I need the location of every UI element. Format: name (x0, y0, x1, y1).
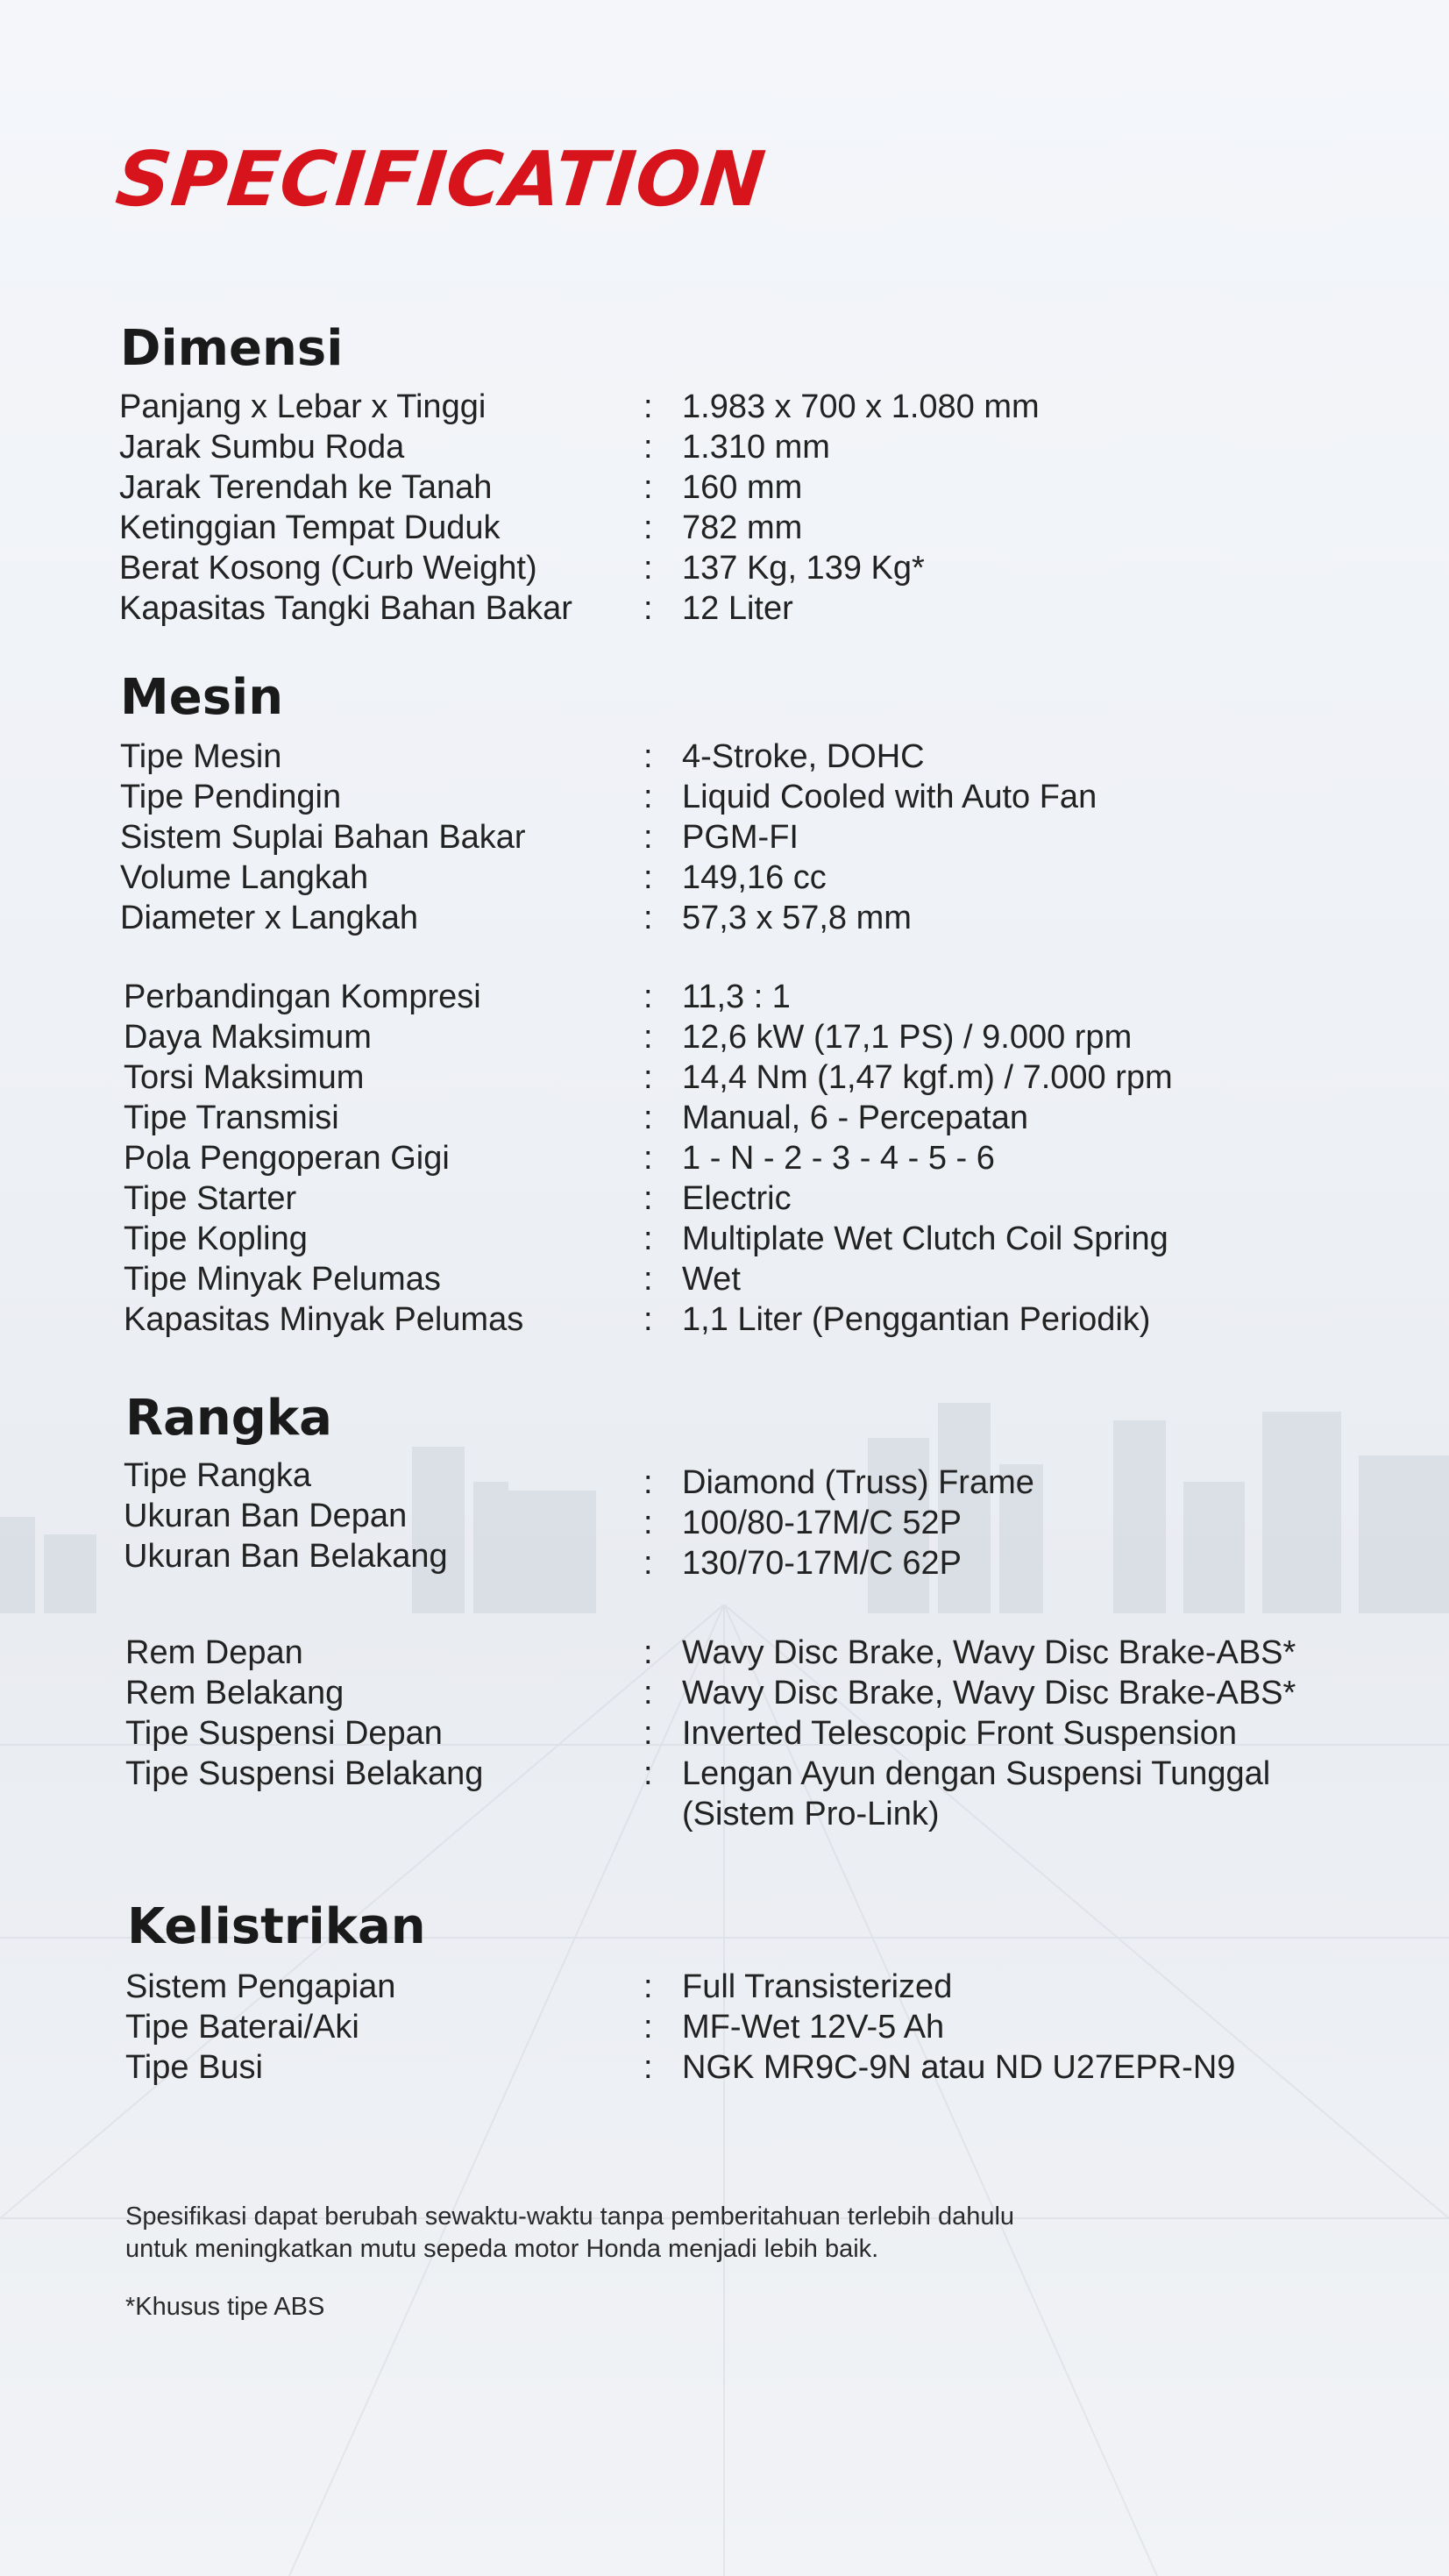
section-heading-kelistrikan: Kelistrikan (127, 1898, 426, 1955)
spec-separator: : (643, 388, 653, 425)
spec-row (0, 817, 1449, 857)
spec-separator: : (643, 509, 653, 546)
spec-value: 12 Liter (682, 590, 793, 627)
spec-separator: : (643, 1755, 653, 1792)
spec-row (0, 1299, 1449, 1340)
spec-separator: : (643, 1019, 653, 1056)
spec-row (0, 2007, 1449, 2047)
spec-value: Electric (682, 1180, 792, 1217)
spec-separator: : (643, 1059, 653, 1096)
spec-row (0, 777, 1449, 817)
spec-row (0, 1633, 1449, 1673)
spec-value: Multiplate Wet Clutch Coil Spring (682, 1220, 1168, 1257)
spec-value: 137 Kg, 139 Kg* (682, 550, 925, 587)
spec-separator: : (643, 779, 653, 815)
spec-separator: : (643, 978, 653, 1015)
spec-value: Full Transisterized (682, 1968, 953, 2005)
spec-separator: : (643, 1505, 653, 1541)
spec-row (0, 427, 1449, 467)
spec-row (0, 1967, 1449, 2007)
spec-separator: : (643, 1180, 653, 1217)
spec-row (0, 737, 1449, 777)
spec-row (0, 1017, 1449, 1057)
spec-row (0, 1057, 1449, 1098)
spec-label: Tipe Transmisi (124, 1099, 339, 1136)
spec-row (0, 1673, 1449, 1713)
spec-label: Panjang x Lebar x Tinggi (119, 388, 487, 425)
spec-value: 14,4 Nm (1,47 kgf.m) / 7.000 rpm (682, 1059, 1173, 1096)
spec-label: Jarak Terendah ke Tanah (119, 469, 493, 506)
spec-label: Diameter x Langkah (120, 900, 419, 936)
spec-label: Volume Langkah (120, 859, 369, 896)
spec-value: Diamond (Truss) Frame (682, 1464, 1034, 1501)
spec-row (0, 387, 1449, 427)
spec-row (0, 508, 1449, 548)
spec-value: PGM-FI (682, 819, 799, 856)
spec-row (0, 1536, 1449, 1582)
spec-separator: : (643, 429, 653, 466)
spec-value: 1.983 x 700 x 1.080 mm (682, 388, 1040, 425)
spec-row (0, 588, 1449, 629)
spec-value: Lengan Ayun dengan Suspensi Tunggal (682, 1755, 1271, 1792)
page-title: SPECIFICATION (111, 136, 771, 224)
spec-separator: : (643, 590, 653, 627)
disclaimer-line-1: Spesifikasi dapat berubah sewaktu-waktu tanpa pemberitahuan terlebih dahulu (125, 2202, 1015, 2231)
spec-separator: : (643, 819, 653, 856)
spec-row (0, 898, 1449, 938)
spec-label: Ketinggian Tempat Duduk (119, 509, 501, 546)
spec-separator: : (643, 738, 653, 775)
section-heading-rangka: Rangka (125, 1390, 332, 1447)
section-heading-mesin: Mesin (120, 669, 284, 726)
spec-separator: : (643, 900, 653, 936)
spec-label: Perbandingan Kompresi (124, 978, 481, 1015)
spec-value: 149,16 cc (682, 859, 827, 896)
spec-value: 1.310 mm (682, 429, 830, 466)
spec-value: 130/70-17M/C 62P (682, 1545, 962, 1582)
spec-label: Daya Maksimum (124, 1019, 372, 1056)
spec-label: Tipe Mesin (120, 738, 282, 775)
spec-row (0, 2047, 1449, 2088)
spec-value: 160 mm (682, 469, 803, 506)
spec-value: 11,3 : 1 (682, 978, 791, 1015)
spec-row (0, 1138, 1449, 1178)
spec-label: Tipe Minyak Pelumas (124, 1261, 441, 1298)
disclaimer-line-2: untuk meningkatkan mutu sepeda motor Honda menjadi lebih baik. (125, 2235, 879, 2263)
spec-row (0, 857, 1449, 898)
spec-label: Tipe Busi (125, 2049, 263, 2086)
spec-separator: : (643, 1545, 653, 1582)
spec-separator: : (643, 550, 653, 587)
spec-value: Inverted Telescopic Front Suspension (682, 1715, 1237, 1752)
spec-separator: : (643, 1261, 653, 1298)
spec-row (0, 1496, 1449, 1541)
spec-separator: : (643, 2009, 653, 2046)
spec-row (0, 467, 1449, 508)
spec-value: Wavy Disc Brake, Wavy Disc Brake-ABS* (682, 1675, 1296, 1711)
spec-separator: : (643, 1715, 653, 1752)
spec-label: Rem Belakang (125, 1675, 344, 1711)
spec-label: Sistem Suplai Bahan Bakar (120, 819, 526, 856)
spec-label: Pola Pengoperan Gigi (124, 1140, 450, 1177)
spec-value: 57,3 x 57,8 mm (682, 900, 912, 936)
spec-separator: : (643, 1220, 653, 1257)
spec-row (0, 1455, 1449, 1501)
spec-value-continuation: (Sistem Pro-Link) (682, 1796, 940, 1832)
spec-row (0, 1713, 1449, 1754)
spec-label: Torsi Maksimum (124, 1059, 365, 1096)
spec-separator: : (643, 1634, 653, 1671)
spec-value: NGK MR9C-9N atau ND U27EPR-N9 (682, 2049, 1236, 2086)
spec-label: Tipe Baterai/Aki (125, 2009, 359, 2046)
spec-separator: : (643, 1464, 653, 1501)
spec-value: Liquid Cooled with Auto Fan (682, 779, 1097, 815)
spec-separator: : (643, 2049, 653, 2086)
spec-label: Rem Depan (125, 1634, 303, 1671)
spec-row (0, 1259, 1449, 1299)
spec-label: Ukuran Ban Depan (124, 1498, 408, 1534)
section-heading-dimensi: Dimensi (120, 320, 344, 377)
spec-separator: : (643, 469, 653, 506)
spec-label: Tipe Rangka (124, 1457, 312, 1494)
abs-footnote: *Khusus tipe ABS (125, 2293, 325, 2321)
spec-label: Tipe Suspensi Belakang (125, 1755, 484, 1792)
spec-separator: : (643, 1099, 653, 1136)
spec-value: Wet (682, 1261, 741, 1298)
spec-value: 782 mm (682, 509, 803, 546)
spec-label: Tipe Kopling (124, 1220, 308, 1257)
spec-row (0, 1098, 1449, 1138)
spec-label: Ukuran Ban Belakang (124, 1538, 448, 1575)
spec-label: Tipe Suspensi Depan (125, 1715, 443, 1752)
spec-label: Kapasitas Minyak Pelumas (124, 1301, 524, 1338)
spec-label: Sistem Pengapian (125, 1968, 396, 2005)
spec-label: Tipe Starter (124, 1180, 297, 1217)
spec-row (0, 1178, 1449, 1219)
spec-row (0, 548, 1449, 588)
spec-row (0, 1219, 1449, 1259)
spec-row (0, 1754, 1449, 1834)
spec-label: Berat Kosong (Curb Weight) (119, 550, 537, 587)
spec-value: 100/80-17M/C 52P (682, 1505, 962, 1541)
spec-separator: : (643, 1140, 653, 1177)
spec-value: MF-Wet 12V-5 Ah (682, 2009, 945, 2046)
spec-label: Tipe Pendingin (120, 779, 342, 815)
spec-value: 12,6 kW (17,1 PS) / 9.000 rpm (682, 1019, 1133, 1056)
spec-label: Kapasitas Tangki Bahan Bakar (119, 590, 572, 627)
spec-value: 4-Stroke, DOHC (682, 738, 925, 775)
spec-label: Jarak Sumbu Roda (119, 429, 405, 466)
spec-value: Manual, 6 - Percepatan (682, 1099, 1029, 1136)
spec-separator: : (643, 1968, 653, 2005)
spec-separator: : (643, 859, 653, 896)
spec-value: 1,1 Liter (Penggantian Periodik) (682, 1301, 1151, 1338)
spec-value: Wavy Disc Brake, Wavy Disc Brake-ABS* (682, 1634, 1296, 1671)
spec-row (0, 977, 1449, 1017)
spec-separator: : (643, 1301, 653, 1338)
spec-value: 1 - N - 2 - 3 - 4 - 5 - 6 (682, 1140, 995, 1177)
spec-separator: : (643, 1675, 653, 1711)
